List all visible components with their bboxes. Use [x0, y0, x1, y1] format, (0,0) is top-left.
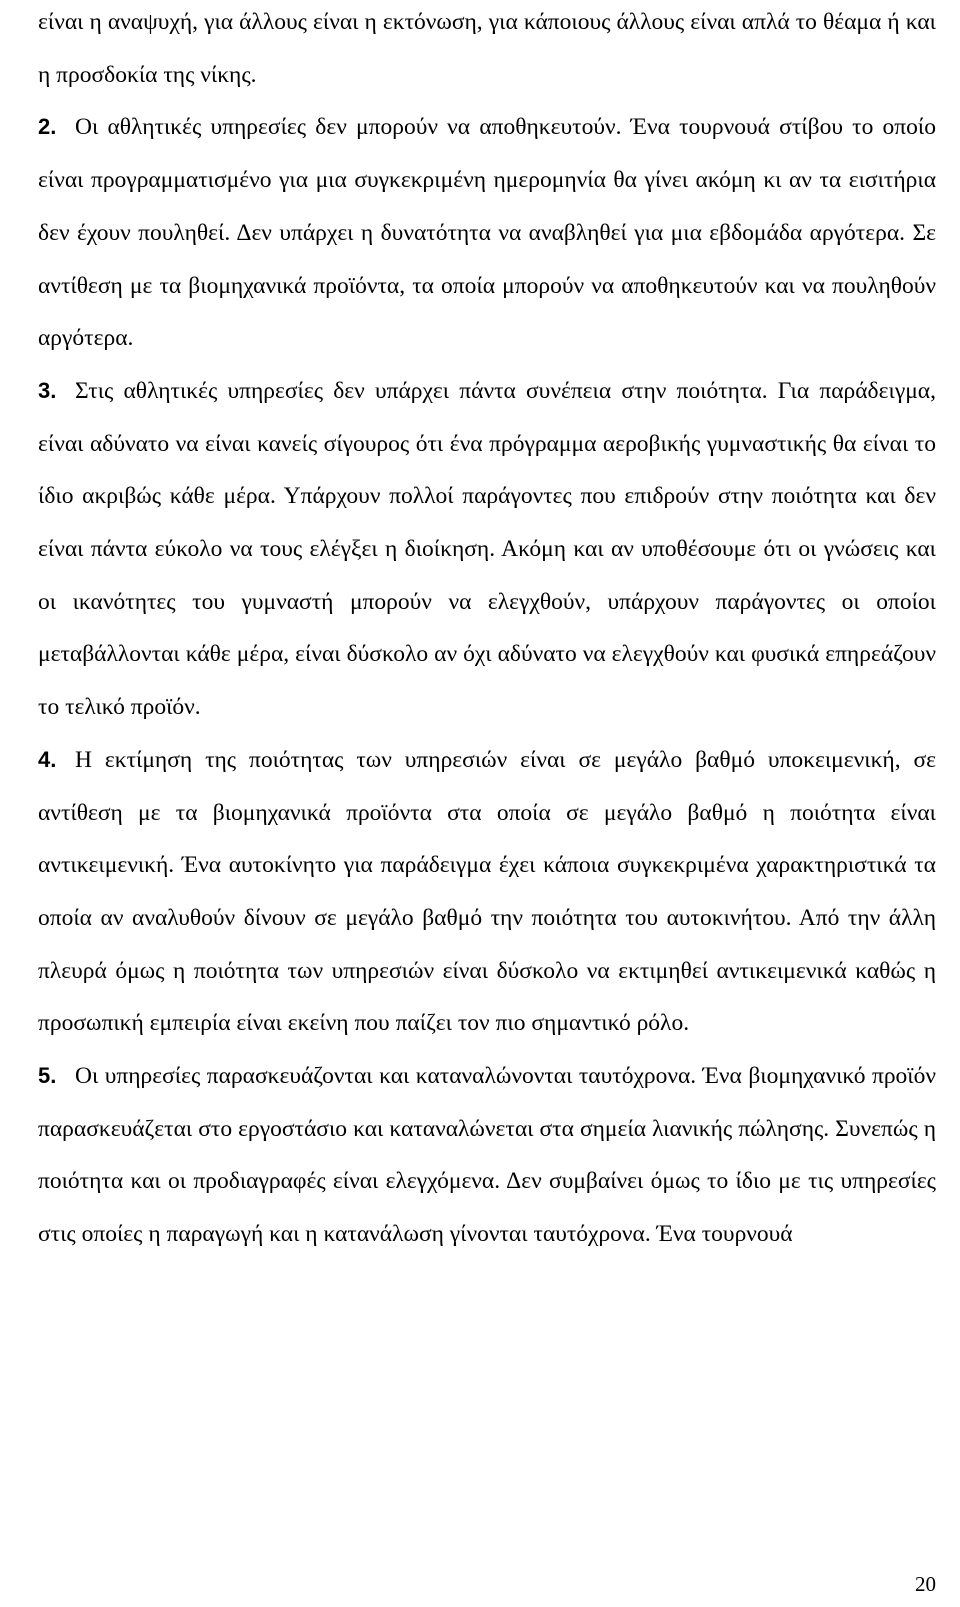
list-item-2	[38, 101, 936, 365]
list-item-text: Οι αθλητικές υπηρεσίες δεν μπορούν να αποθηκευτούν. Ένα τουρνουά στίβου το οποίο είναι προγραμματισμένο για μια συγκεκριμένη ημερομηνία θα γίνει ακόμη κι αν τα εισιτήρια δεν έχουν πουληθεί. Δεν υπάρχει η δυνατότητα να αναβληθεί για μια εβδομάδα αργότερα. Σε αντίθεση με τα βιομηχανικά προϊόντα, τα οποία μπορούν να αποθηκευτούν και να πουληθούν αργότερα.	[38, 114, 936, 352]
page-number: 20	[915, 1572, 936, 1596]
list-number: 5.	[38, 1063, 57, 1089]
list-number: 2.	[38, 114, 57, 140]
list-number: 3.	[38, 377, 57, 403]
list-number: 4.	[38, 746, 57, 772]
list-item-4	[38, 734, 936, 1050]
list-item-3	[38, 365, 936, 734]
list-item-5	[38, 1050, 936, 1261]
document-page	[38, 0, 936, 1261]
list-item-text: Η εκτίμηση της ποιότητας των υπηρεσιών είναι σε μεγάλο βαθμό υποκειμενική, σε αντίθεση με τα βιομηχανικά προϊόντα στα οποία σε μεγάλο βαθμό η ποιότητα είναι αντικειμενική. Ένα αυτοκίνητο για παράδειγμα έχει κάποια συγκεκριμένα χαρακτηριστικά τα οποία αν αναλυθούν δίνουν σε μεγάλο βαθμό την ποιότητα του αυτοκινήτου. Από την άλλη πλευρά όμως η ποιότητα των υπηρεσιών είναι δύσκολο να εκτιμηθεί αντικειμενικά καθώς η προσωπική εμπειρία είναι εκείνη που παίζει τον πιο σημαντικό ρόλο.	[38, 746, 936, 1037]
lead-paragraph: είναι η αναψυχή, για άλλους είναι η εκτόνωση, για κάποιους άλλους είναι απλά το θέαμα ή και η προσδοκία της νίκης.	[38, 9, 936, 88]
list-item-text: Στις αθλητικές υπηρεσίες δεν υπάρχει πάντα συνέπεια στην ποιότητα. Για παράδειγμα, είναι αδύνατο να είναι κανείς σίγουρος ότι ένα πρόγραμμα αεροβικής γυμναστικής θα είναι το ίδιο ακριβώς κάθε μέρα. Υπάρχουν πολλοί παράγοντες που επιδρούν στην ποιότητα και δεν είναι πάντα εύκολο να τους ελέγξει η διοίκηση. Ακόμη και αν υποθέσουμε ότι οι γνώσεις και οι ικανότητες του γυμναστή μπορούν να ελεγχθούν, υπάρχουν παράγοντες οι οποίοι μεταβάλλονται κάθε μέρα, είναι δύσκολο αν όχι αδύνατο να ελεγχθούν και φυσικά επηρεάζουν το τελικό προϊόν.	[38, 377, 936, 721]
list-item-text: Οι υπηρεσίες παρασκευάζονται και καταναλώνονται ταυτόχρονα. Ένα βιομηχανικό προϊόν παρασκευάζεται στο εργοστάσιο και καταναλώνεται στα σημεία λιανικής πώλησης. Συνεπώς η ποιότητα και οι προδιαγραφές είναι ελεγχόμενα. Δεν συμβαίνει όμως το ίδιο με τις υπηρεσίες στις οποίες η παραγωγή και η κατανάλωση γίνονται ταυτόχρονα. Ένα τουρνουά	[38, 1063, 936, 1248]
